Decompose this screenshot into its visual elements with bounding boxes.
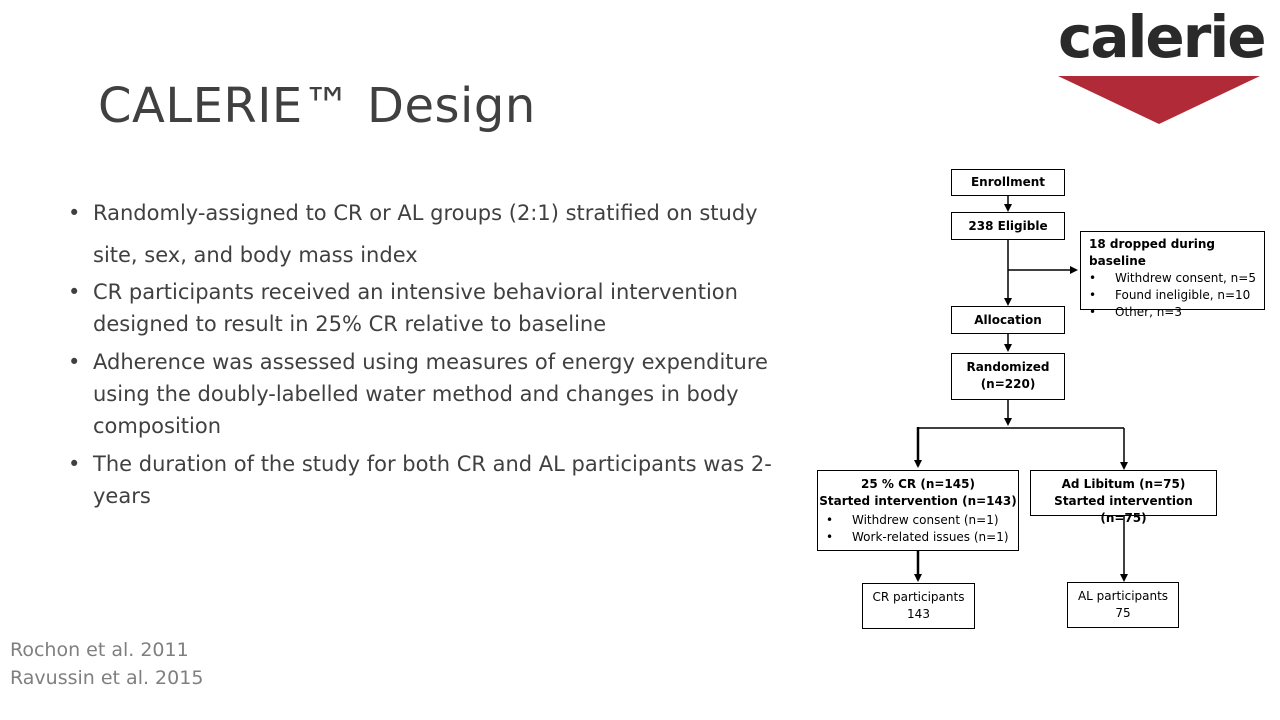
cr-final-box (862, 583, 975, 629)
reference-item: Ravussin et al. 2015 (10, 667, 204, 689)
al-final-label: AL participants (1077, 589, 1169, 603)
enrollment-label: Enrollment (970, 175, 1046, 189)
cr-group-started: Started intervention (n=143) (819, 494, 1017, 508)
eligible-box (951, 212, 1065, 240)
al-group-title: Ad Libitum (n=75) (1061, 477, 1186, 491)
dropped-reasons (1089, 270, 1264, 321)
al-group-box (1030, 470, 1217, 525)
dropped-reason: • Withdrew consent, n=5 (1089, 270, 1264, 287)
reference-item: Rochon et al. 2011 (10, 639, 189, 661)
cr-final-count: 143 (907, 607, 930, 621)
dropped-reason: • Found ineligible, n=10 (1089, 287, 1264, 304)
logo-wordmark: calerie (1058, 3, 1265, 71)
randomized-label: Randomized (966, 360, 1050, 374)
cr-group-reasons (818, 512, 1018, 546)
cr-final-label: CR participants (872, 590, 965, 604)
allocation-label: Allocation (974, 313, 1042, 327)
al-final-count: 75 (1115, 606, 1131, 620)
randomized-count: (n=220) (980, 377, 1036, 391)
dropped-title: 18 dropped during baseline (1089, 237, 1216, 268)
bullet-item: • The duration of the study for both CR and AL participants was 2-years (68, 448, 788, 512)
enrollment-box (951, 169, 1065, 196)
cr-group-reason: • Work-related issues (n=1) (818, 529, 1018, 546)
bullet-item: • Adherence was assessed using measures of energy expenditure using the doubly-labelled water method and changes in body composition (68, 346, 788, 442)
al-final-box (1067, 582, 1179, 628)
randomized-box (951, 353, 1065, 400)
cr-group-title: 25 % CR (n=145) (861, 477, 975, 491)
slide-title: CALERIE™ Design (98, 78, 536, 134)
bullet-item: • CR participants received an intensive behavioral intervention designed to result in 25% CR relative to baseline (68, 276, 788, 340)
dropped-box (1080, 231, 1265, 319)
al-group-started: Started intervention (n=75) (1054, 494, 1193, 525)
bullet-item: • Randomly-assigned to CR or AL groups (2:1) stratified on study site, sex, and body mass index (68, 192, 788, 276)
dropped-reason: • Other, n=3 (1089, 304, 1264, 321)
cr-group-box (817, 470, 1019, 551)
allocation-box (951, 306, 1065, 334)
eligible-label: 238 Eligible (968, 219, 1048, 233)
cr-group-reason: • Withdrew consent (n=1) (818, 512, 1018, 529)
